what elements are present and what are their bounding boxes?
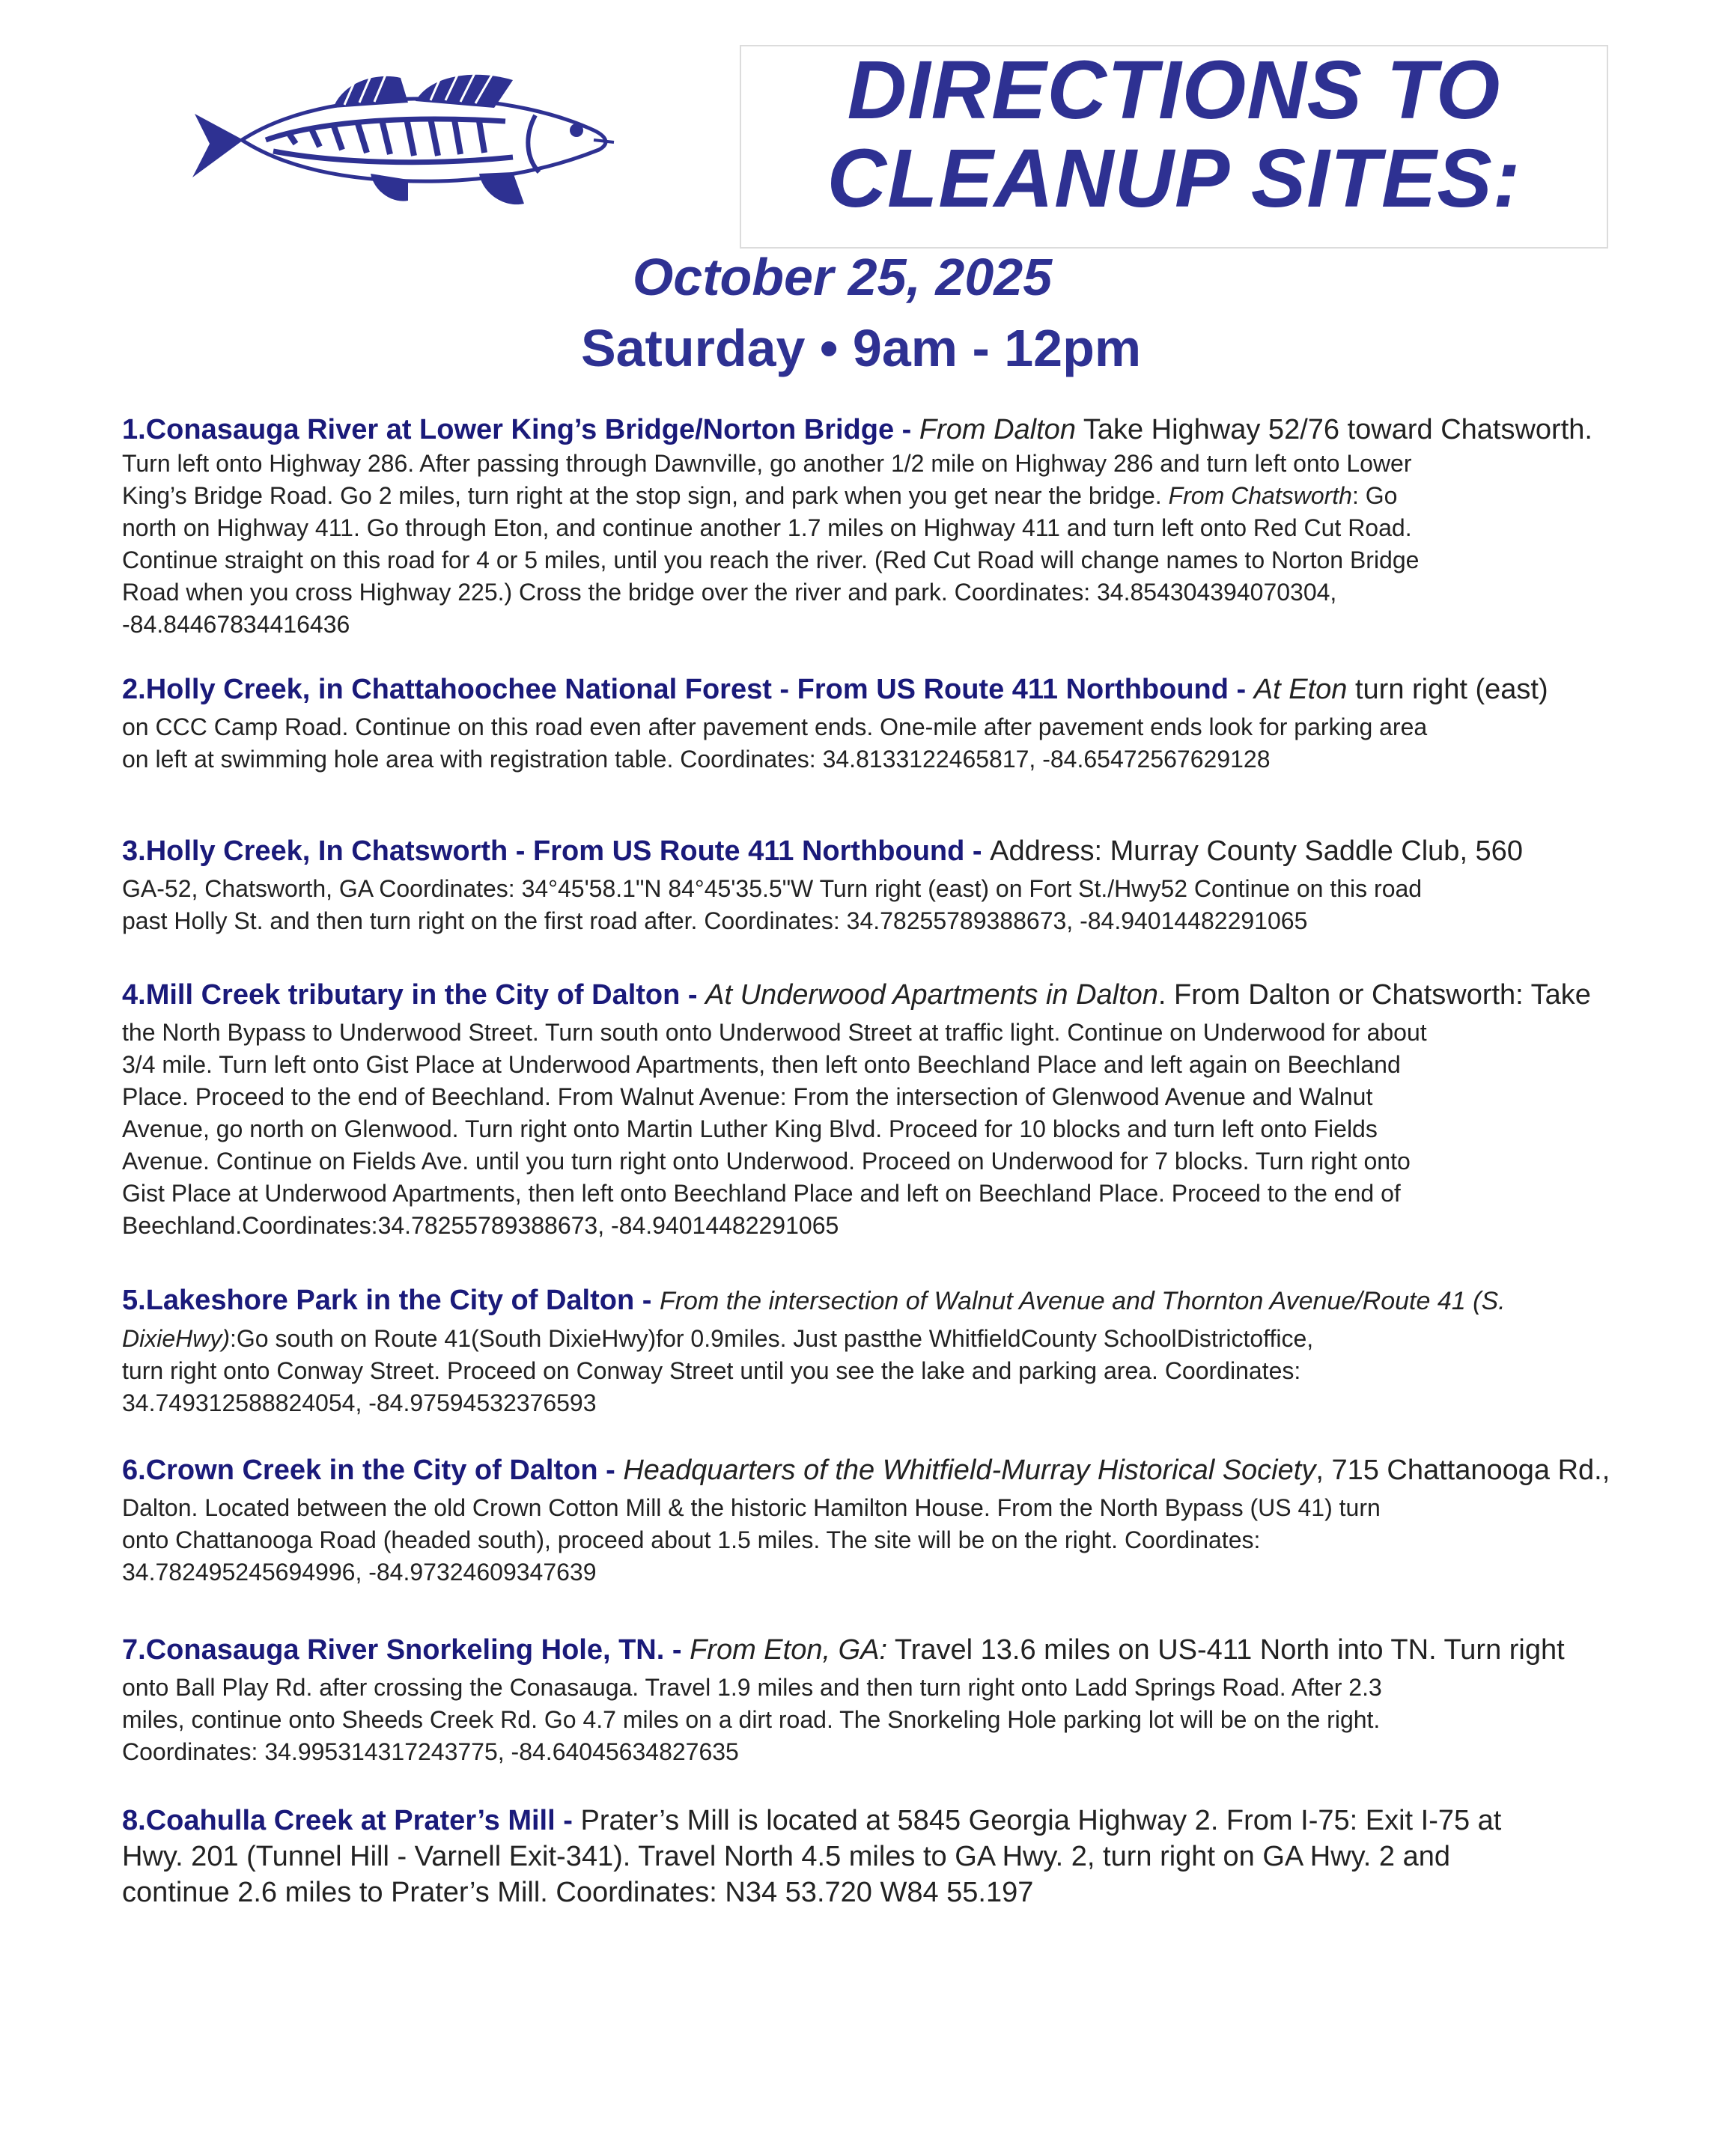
site-5: 5.Lakeshore Park in the City of Dalton - From the intersection of Walnut Avenue and Thornton Avenue/Route 41 (S. DixieHwy):Go south on Route 41(South DixieHwy)for 0.9miles. Just pastthe WhitfieldCounty SchoolDistrictoffice, turn right onto Conway Street. Proceed on Conway Street until you see the lake and parking area. Coordinates: 34.749312588824054, -84.97594532376593	[122, 1285, 1506, 1416]
site-1: 1.Conasauga River at Lower King’s Bridge/Norton Bridge - From Dalton Take Highway 52/76 toward Chatsworth. Turn left onto Highway 286. After passing through Dawnville, go another 1/2 mile on Highway 286 and turn left onto Lower King’s Bridge Road. Go 2 miles, turn right at the stop sign, and park when you get near the bridge. From Chatsworth: Go north on Highway 411. Go through Eton, and continue another 1.7 miles on Highway 411 and turn left onto Red Cut Road. Continue straight on this road for 4 or 5 miles, until you reach the river. (Red Cut Road will change names to Norton Bridge Road when you cross Highway 225.) Cross the bridge over the river and park. Coordinates: 34.854304394070304, -84.84467834416436	[122, 414, 1592, 638]
page-title-line-1: DIRECTIONS TO	[847, 44, 1501, 136]
site-heading: 1.Conasauga River at Lower King’s Bridge/Norton Bridge -	[122, 414, 919, 445]
page-title-line-2: CLEANUP SITES:	[827, 133, 1521, 225]
site-7: 7.Conasauga River Snorkeling Hole, TN. - From Eton, GA: Travel 13.6 miles on US-411 North into TN. Turn right onto Ball Play Rd. after crossing the Conasauga. Travel 1.9 miles and then turn right onto Ladd Springs Road. After 2.3 miles, continue onto Sheeds Creek Rd. Go 4.7 miles on a dirt road. The Snorkeling Hole parking lot will be on the right. Coordinates: 34.995314317243775, -84.64045634827635	[122, 1634, 1565, 1765]
site-2: 2.Holly Creek, in Chattahoochee National Forest - From US Route 411 Northbound - At Eton turn right (east) on CCC Camp Road. Continue on this road even after pavement ends. One-mile after pavement ends look for parking area on left at swimming hole area with registration table. Coordinates: 34.8133122465817, -84.65472567629128	[122, 674, 1548, 773]
site-heading: 7.Conasauga River Snorkeling Hole, TN. -	[122, 1634, 690, 1666]
fish-icon	[183, 69, 640, 211]
site-4: 4.Mill Creek tributary in the City of Dalton - At Underwood Apartments in Dalton. From Dalton or Chatsworth: Take the North Bypass to Underwood Street. Turn south onto Underwood Street at traffic light. Continue on Underwood for about 3/4 mile. Turn left onto Gist Place at Underwood Apartments, then left onto Beechland Place and left again on Beechland Place. Proceed to the end of Beechland. From Walnut Avenue: From the intersection of Glenwood Avenue and Walnut Avenue, go north on Glenwood. Turn right onto Martin Luther King Blvd. Proceed for 10 blocks and turn left onto Fields Avenue. Continue on Fields Ave. until you turn right onto Underwood. Proceed on Underwood for 7 blocks. Turn right onto Gist Place at Underwood Apartments, then left onto Beechland Place and left on Beechland Place. Proceed to the end of Beechland.Coordinates:34.78255789388673, -84.94014482291065	[122, 979, 1591, 1239]
site-heading: 4.Mill Creek tributary in the City of Dalton -	[122, 979, 706, 1011]
site-heading: 3.Holly Creek, In Chatsworth - From US Route 411 Northbound -	[122, 835, 991, 867]
title-box	[740, 45, 1608, 249]
site-heading: 6.Crown Creek in the City of Dalton -	[122, 1455, 624, 1486]
site-heading: 5.Lakeshore Park in the City of Dalton -	[122, 1285, 660, 1316]
event-date: October 25, 2025	[632, 248, 1053, 306]
site-heading: 2.Holly Creek, in Chattahoochee National Forest - From US Route 411 Northbound -	[122, 674, 1254, 705]
site-6: 6.Crown Creek in the City of Dalton - Headquarters of the Whitfield-Murray Historical Society, 715 Chattanooga Rd., Dalton. Located between the old Crown Cotton Mill & the historic Hamilton House. From the North Bypass (US 41) turn onto Chattanooga Road (headed south), proceed about 1.5 miles. The site will be on the right. Coordinates: 34.782495245694996, -84.97324609347639	[122, 1455, 1610, 1586]
site-heading: 8.Coahulla Creek at Prater’s Mill -	[122, 1805, 581, 1836]
site-3: 3.Holly Creek, In Chatsworth - From US Route 411 Northbound - Address: Murray County Saddle Club, 560 GA-52, Chatsworth, GA Coordinates: 34°45'58.1"N 84°45'35.5"W Turn right (east) on Fort St./Hwy52 Continue on this road past Holly St. and then turn right on the first road after. Coordinates: 34.78255789388673, -84.94014482291065	[122, 835, 1523, 934]
event-time: Saturday • 9am - 12pm	[580, 319, 1142, 377]
site-8: 8.Coahulla Creek at Prater’s Mill - Prater’s Mill is located at 5845 Georgia Highway 2. From I-75: Exit I-75 at Hwy. 201 (Tunnel Hill - Varnell Exit-341). Travel North 4.5 miles to GA Hwy. 2, turn right on GA Hwy. 2 and continue 2.6 miles to Prater’s Mill. Coordinates: N34 53.720 W84 55.197	[122, 1805, 1502, 1908]
